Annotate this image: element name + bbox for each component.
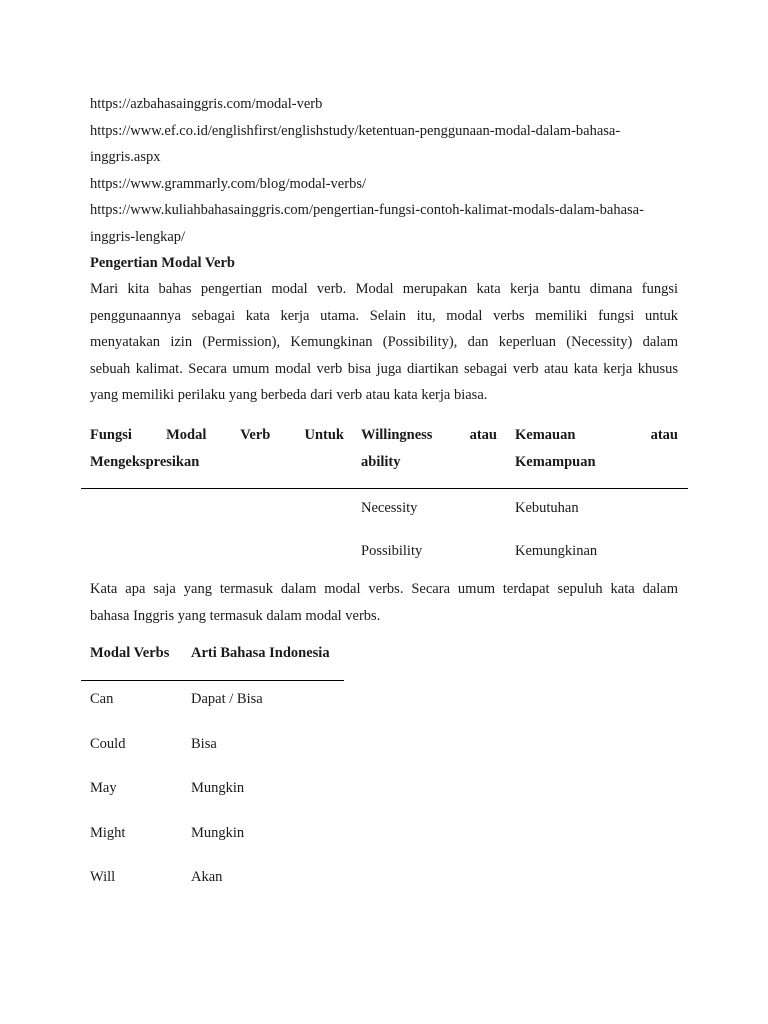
reference-link-continuation[interactable]: inggris-lengkap/ <box>90 228 186 245</box>
paragraph-line: sebuah kalimat. Secara umum modal verb bisa juga diartikan sebagai verb atau kata kerja khusus <box>90 360 678 377</box>
table-header-cell <box>515 422 678 475</box>
reference-link[interactable]: https://www.grammarly.com/blog/modal-verbs/ <box>90 175 366 192</box>
header-line: Willingness atau <box>361 427 497 443</box>
table-cell: Kemungkinan <box>515 543 598 559</box>
reference-link[interactable]: https://www.kuliahbahasainggris.com/pengertian-fungsi-contoh-kalimat-modals-dalam-bahasa- <box>90 202 644 218</box>
table-header-cell: Modal Verbs <box>90 645 170 661</box>
table-cell: May <box>90 780 117 796</box>
paragraph-line: menyatakan izin (Permission), Kemungkinan (Possibility), dan keperluan (Necessity) dalam <box>90 334 678 350</box>
header-line: Mengekspresikan <box>90 453 200 470</box>
table-cell: Necessity <box>361 500 418 516</box>
reference-link[interactable]: https://www.ef.co.id/englishfirst/englishstudy/ketentuan-penggunaan-modal-dalam-bahasa- <box>90 122 621 139</box>
table-cell: Possibility <box>361 543 423 559</box>
paragraph-line: Mari kita bahas pengertian modal verb. Modal merupakan kata kerja bantu dimana fungsi <box>90 281 678 297</box>
table-cell: Akan <box>191 869 223 885</box>
table-cell: Will <box>90 869 116 885</box>
reference-link[interactable]: https://azbahasainggris.com/modal-verb <box>90 96 323 112</box>
intro-paragraph <box>90 276 678 409</box>
header-line: Kemampuan <box>515 453 596 470</box>
table-cell: Mungkin <box>191 780 245 796</box>
table-cell: Kebutuhan <box>515 500 579 516</box>
table-header-cell <box>361 422 497 475</box>
table-cell: Can <box>90 691 114 707</box>
header-line: Kemauan atau <box>515 427 678 443</box>
table-cell: Bisa <box>191 736 217 752</box>
table-cell: Could <box>90 736 126 752</box>
reference-link-continuation[interactable]: inggris.aspx <box>90 149 161 165</box>
table-header-cell: Arti Bahasa Indonesia <box>191 645 330 661</box>
table-rule <box>81 680 344 681</box>
document-body <box>90 91 678 409</box>
table-header-cell <box>90 422 344 475</box>
table-cell: Dapat / Bisa <box>191 691 263 707</box>
paragraph-line: yang memiliki perilaku yang berbeda dari verb atau kata kerja biasa. <box>90 387 488 403</box>
table-cell: Might <box>90 825 126 841</box>
header-line: ability <box>361 453 401 470</box>
header-line: Fungsi Modal Verb Untuk <box>90 427 344 443</box>
paragraph-line: bahasa Inggris yang termasuk dalam modal verbs. <box>90 607 381 624</box>
paragraph-line: Kata apa saja yang termasuk dalam modal verbs. Secara umum terdapat sepuluh kata dalam <box>90 581 678 597</box>
paragraph-line: penggunaannya sebagai kata kerja utama. Selain itu, modal verbs memiliki fungsi untuk <box>90 307 678 324</box>
table-rule <box>81 488 688 489</box>
section-heading: Pengertian Modal Verb <box>90 255 235 271</box>
table-cell: Mungkin <box>191 825 245 841</box>
modal-verbs-paragraph <box>90 576 678 629</box>
